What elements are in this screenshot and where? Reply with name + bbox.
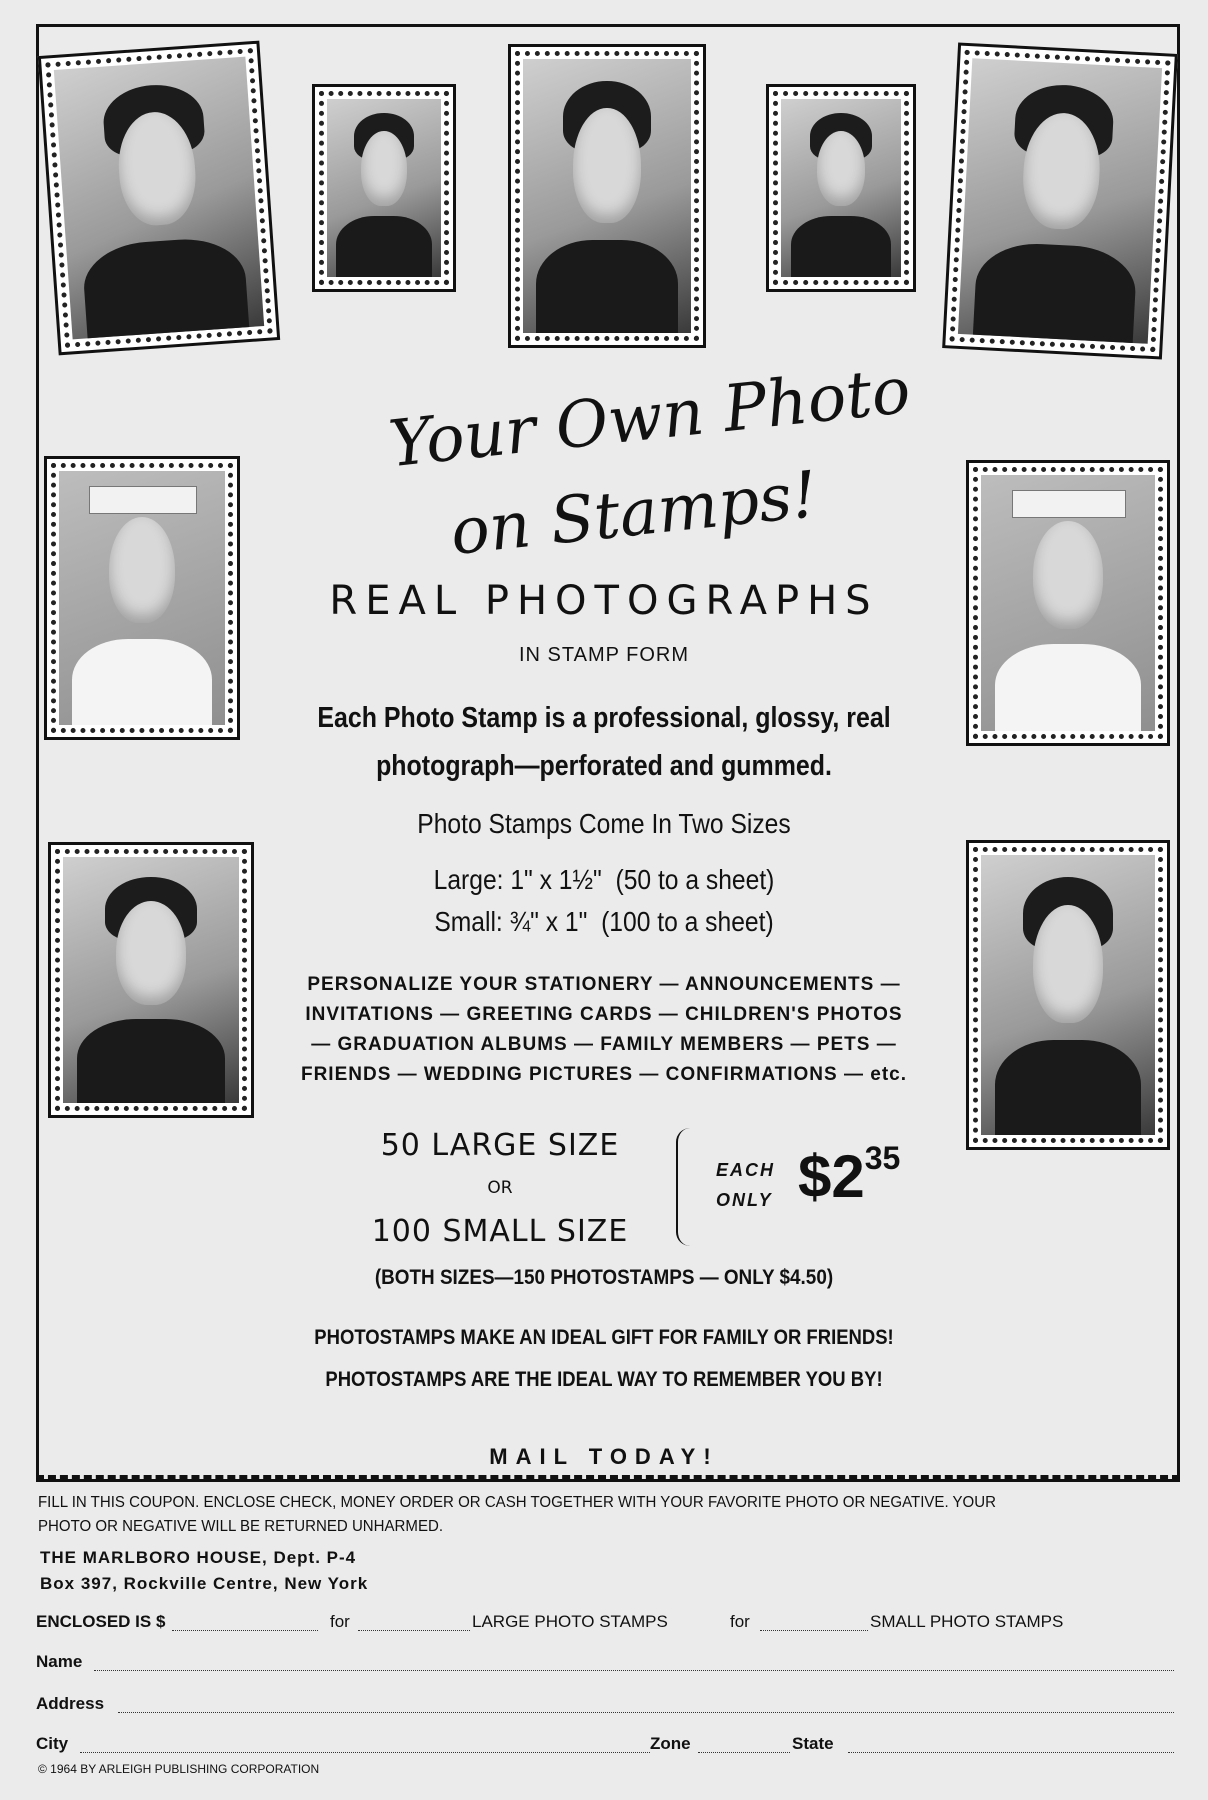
- stamp-form-subheading: IN STAMP FORM: [518, 644, 690, 666]
- address-label: Address: [36, 1694, 105, 1713]
- large-photo-stamps-label: LARGE PHOTO STAMPS: [472, 1612, 668, 1631]
- offer-large: 50 LARGE SIZE: [380, 1128, 620, 1163]
- name-label: Name: [36, 1652, 83, 1671]
- price: [798, 1140, 900, 1211]
- sizes-small: Small: ¾" x 1" (100 to a sheet): [434, 906, 774, 937]
- uses-line2: INVITATIONS — GREETING CARDS — CHILDREN'S PHOTOS: [305, 1004, 903, 1025]
- both-sizes-offer: (BOTH SIZES—150 PHOTOSTAMPS — ONLY $4.50): [374, 1266, 834, 1289]
- coupon-cut-line: [36, 1475, 1180, 1479]
- city-label: City: [36, 1734, 69, 1753]
- zone-label: Zone: [650, 1734, 691, 1753]
- stamp-photo-sailor: [766, 84, 916, 292]
- city-field[interactable]: [80, 1752, 650, 1753]
- uses-line1: PERSONALIZE YOUR STATIONERY — ANNOUNCEMENTS —: [307, 974, 901, 995]
- price-dollars: $2: [798, 1143, 865, 1210]
- copyright: © 1964 BY ARLEIGH PUBLISHING CORPORATION: [38, 1762, 320, 1776]
- offer-only: ONLY: [716, 1190, 773, 1210]
- stamp-photo-woman-pearls: [942, 42, 1178, 359]
- enclosed-label: ENCLOSED IS $: [36, 1612, 166, 1631]
- address-field[interactable]: [118, 1712, 1174, 1713]
- description-line2: photograph—perforated and gummed.: [376, 750, 832, 782]
- coupon-instructions-1: FILL IN THIS COUPON. ENCLOSE CHECK, MONEY ORDER OR CASH TOGETHER WITH YOUR FAVORITE PHOTO OR NEGATIVE. YOUR: [38, 1494, 996, 1511]
- sizes-intro: Photo Stamps Come In Two Sizes: [417, 808, 791, 839]
- for-label-2: for: [730, 1612, 750, 1631]
- coupon-company: THE MARLBORO HOUSE, Dept. P-4: [40, 1548, 357, 1567]
- headline-line1: Your Own Photo: [385, 353, 914, 483]
- mail-today: MAIL TODAY!: [489, 1444, 719, 1469]
- large-qty-field[interactable]: [358, 1630, 470, 1631]
- stamp-photo-man-suit: [312, 84, 456, 292]
- small-qty-field[interactable]: [760, 1630, 868, 1631]
- stamp-photo-woman-bouffant: [508, 44, 706, 348]
- headline-line2: on Stamps!: [447, 457, 821, 571]
- offer-each: EACH: [716, 1160, 776, 1180]
- offer-small: 100 SMALL SIZE: [371, 1214, 629, 1249]
- zone-field[interactable]: [698, 1752, 790, 1753]
- description-line1: Each Photo Stamp is a professional, glossy, real: [317, 702, 891, 734]
- name-field[interactable]: [94, 1670, 1174, 1671]
- small-photo-stamps-label: SMALL PHOTO STAMPS: [870, 1612, 1064, 1631]
- real-photographs-heading: REAL PHOTOGRAPHS: [329, 578, 879, 624]
- uses-line3: — GRADUATION ALBUMS — FAMILY MEMBERS — PETS —: [311, 1034, 897, 1055]
- coupon-address: Box 397, Rockville Centre, New York: [40, 1574, 369, 1593]
- stamp-photo-toddler: [38, 41, 280, 356]
- uses-line4: FRIENDS — WEDDING PICTURES — CONFIRMATIONS — etc.: [300, 1064, 907, 1085]
- offer-or: OR: [487, 1178, 513, 1198]
- sizes-large: Large: 1" x 1½" (50 to a sheet): [433, 864, 775, 895]
- tagline-gift: PHOTOSTAMPS MAKE AN IDEAL GIFT FOR FAMILY OR FRIENDS!: [314, 1326, 894, 1349]
- state-field[interactable]: [848, 1752, 1174, 1753]
- price-brace: [676, 1128, 700, 1246]
- for-label-1: for: [330, 1612, 350, 1631]
- state-label: State: [792, 1734, 834, 1753]
- tagline-remember: PHOTOSTAMPS ARE THE IDEAL WAY TO REMEMBER YOU BY!: [325, 1368, 883, 1391]
- price-cents: 35: [864, 1140, 901, 1176]
- enclosed-amount-field[interactable]: [172, 1630, 318, 1631]
- coupon-instructions-2: PHOTO OR NEGATIVE WILL BE RETURNED UNHARMED.: [38, 1518, 444, 1535]
